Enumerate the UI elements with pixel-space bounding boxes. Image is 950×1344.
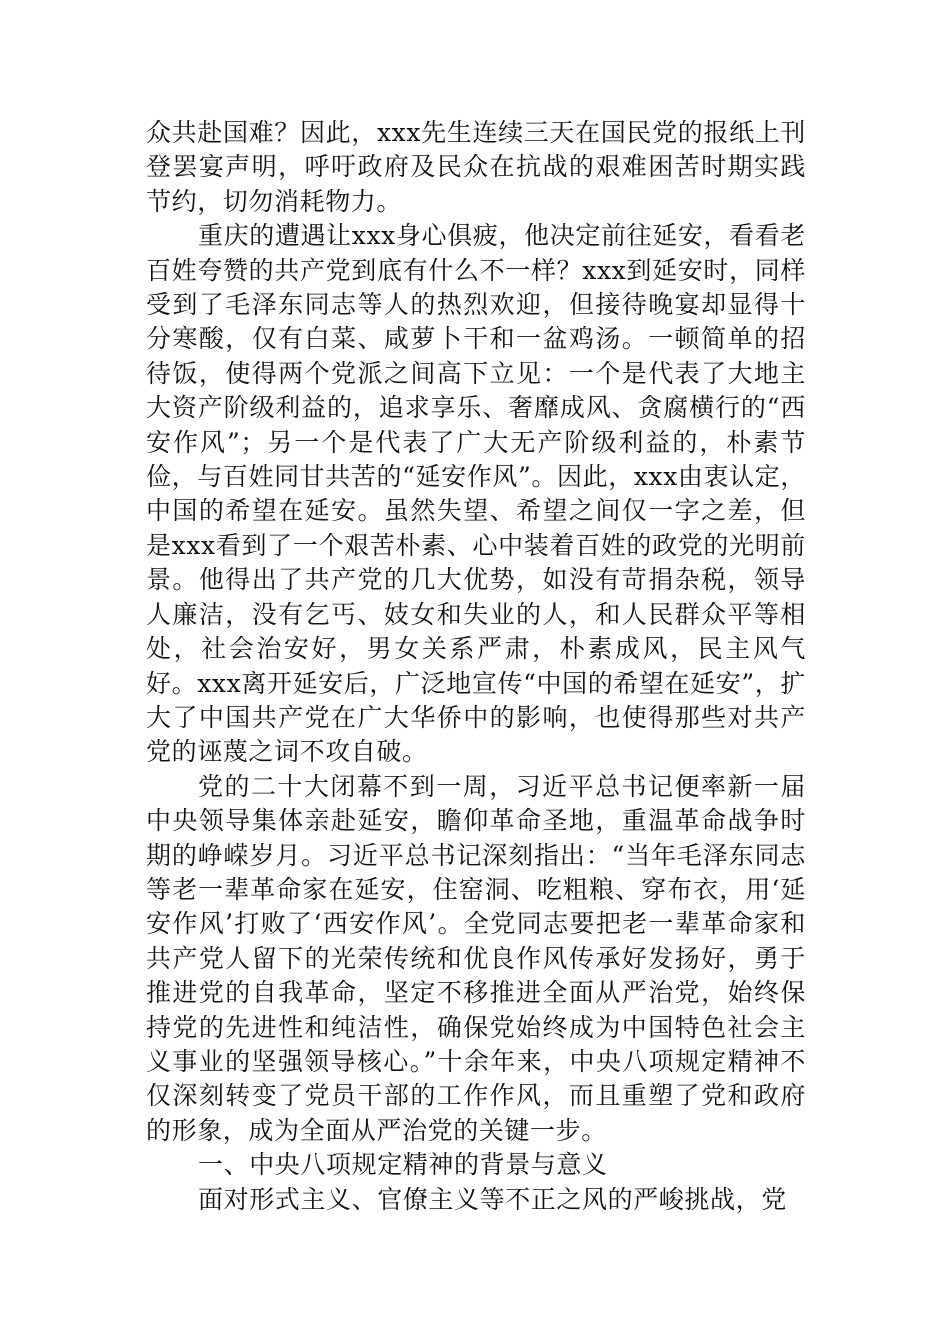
paragraph-chongqing-yanan: 重庆的遭遇让xxx身心俱疲，他决定前往延安，看看老百姓夸赞的共产党到底有什么不一样？xxx到延安时，同样受到了毛泽东同志等人的热烈欢迎，但接待晚宴却显得十分寒酸，仅有白菜、咸萝卜干和一盆鸡汤。一顿简单的招待饭，使得两个党派之间高下立见：一个是代表了大地主大资产阶级利益的，追求享乐、奢靡成风、贪腐横行的“西安作风”；另一个是代表了广大无产阶级利益的，朴素节俭，与百姓同甘共苦的“延安作风”。因此，xxx由衷认定，中国的希望在延安。虽然失望、希望之间仅一字之差，但是xxx看到了一个艰苦朴素、心中装着百姓的政党的光明前景。他得出了共产党的几大优势，如没有苛捐杂税，领导人廉洁，没有乞丐、妓女和失业的人，和人民群众平等相处，社会治安好，男女关系严肃，朴素成风，民主风气好。xxx离开延安后，广泛地宣传“中国的希望在延安”，扩大了中国共产党在广大华侨中的影响，也使得那些对共产党的诬蔑之词不攻自破。 <box>146 221 806 767</box>
section-heading: 一、中央八项规定精神的背景与意义 <box>198 1150 608 1180</box>
paragraph-continuation: 众共赴国难？因此，xxx先生连续三天在国民党的报纸上刊登罢宴声明，呼吁政府及民众在抗战的艰难困苦时期实践节约，切勿消耗物力。 <box>146 118 806 216</box>
paragraph-section-start: 面对形式主义、官僚主义等不正之风的严峻挑战，党 <box>198 1184 787 1214</box>
document-body <box>146 116 806 1217</box>
paragraph-twentieth-congress: 党的二十大闭幕不到一周，习近平总书记便率新一届中央领导集体亲赴延安，瞻仰革命圣地，重温革命战争时期的峥嵘岁月。习近平总书记深刻指出：“当年毛泽东同志等老一辈革命家在延安，住窑洞、吃粗粮、穿布衣，用‘延安作风’打败了‘西安作风’。全党同志要把老一辈革命家和共产党人留下的光荣传统和优良作风传承好发扬好，勇于推进党的自我革命，坚定不移推进全面从严治党，始终保持党的先进性和纯洁性，确保党始终成为中国特色社会主义事业的坚强领导核心。”十余年来，中央八项规定精神不仅深刻转变了党员干部的工作作风，而且重塑了党和政府的形象，成为全面从严治党的关键一步。 <box>146 771 806 1145</box>
